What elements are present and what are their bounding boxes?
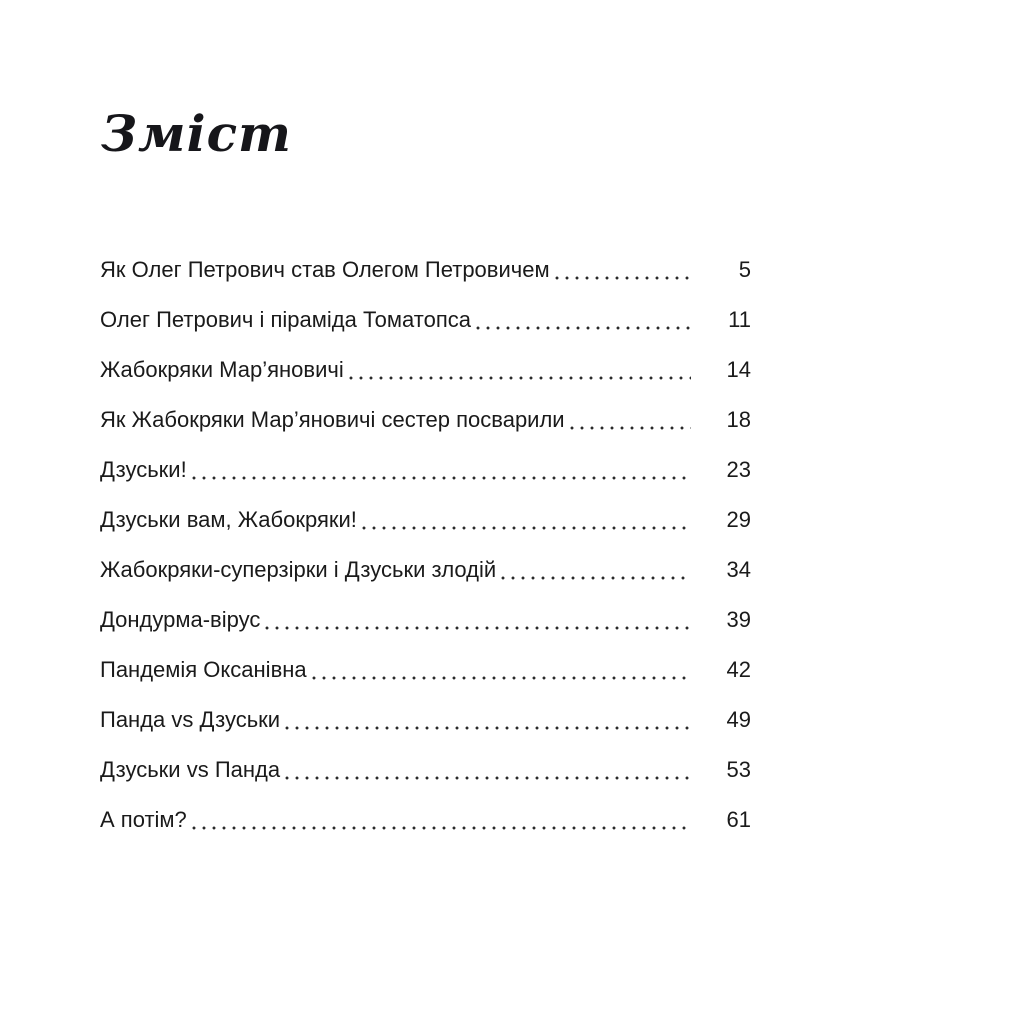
- toc-entry-title: Олег Петрович і піраміда Томатопса: [100, 307, 472, 332]
- dot-leader: [498, 559, 690, 581]
- toc-entry[interactable]: [100, 745, 751, 795]
- toc-entry[interactable]: [100, 645, 751, 695]
- toc-entry-page: 49: [726, 707, 751, 732]
- toc-entry-title: Дзуськи!: [100, 457, 187, 482]
- toc-entry-title: Пандемія Оксанівна: [100, 657, 307, 682]
- dot-leader: [567, 409, 691, 431]
- dot-leader: [359, 509, 691, 531]
- toc-entry[interactable]: [100, 545, 751, 595]
- toc-entry-page: 53: [726, 757, 751, 782]
- dot-leader: [309, 659, 691, 681]
- toc-entry-title: Жабокряки-суперзірки і Дзуськи злодій: [100, 557, 497, 582]
- dot-leader: [552, 259, 691, 281]
- toc-entry-title: Як Олег Петрович став Олегом Петровичем: [100, 257, 550, 282]
- toc-entry-title: Дондурма-вірус: [100, 607, 261, 632]
- dot-leader: [473, 309, 691, 331]
- toc-entry-title: Панда vs Дзуськи: [100, 707, 281, 732]
- toc-entry-page: 11: [728, 307, 751, 332]
- toc-entry[interactable]: [100, 445, 751, 495]
- dot-leader: [262, 609, 690, 631]
- toc-entry-title: Жабокряки Мар’яновичі: [100, 357, 344, 382]
- dot-leader: [282, 759, 690, 781]
- toc-entry[interactable]: [100, 595, 751, 645]
- dot-leader: [189, 459, 691, 481]
- toc-entry-page: 18: [726, 407, 751, 432]
- toc-entry-page: 34: [726, 557, 751, 582]
- toc-entry[interactable]: [100, 495, 751, 545]
- toc-entry-title: Дзуськи вам, Жабокряки!: [100, 507, 357, 532]
- toc-entry[interactable]: [100, 295, 751, 345]
- toc-entry[interactable]: [100, 345, 751, 395]
- dot-leader: [282, 709, 690, 731]
- toc-entry-page: 5: [738, 257, 751, 282]
- toc-entry[interactable]: [100, 795, 751, 845]
- toc-entry-page: 14: [726, 357, 751, 382]
- toc-entry-page: 42: [726, 657, 751, 682]
- toc-entry-page: 39: [726, 607, 751, 632]
- toc-entry-page: 61: [726, 807, 751, 832]
- toc-entry-title: Дзуськи vs Панда: [100, 757, 281, 782]
- toc-entry-title: Як Жабокряки Мар’яновичі сестер посварили: [100, 407, 565, 432]
- toc-entry[interactable]: [100, 695, 751, 745]
- toc-entry[interactable]: [100, 245, 751, 295]
- toc-entry-title: А потім?: [100, 807, 187, 832]
- table-of-contents: [100, 245, 751, 845]
- page-title: Зміст: [101, 104, 292, 163]
- toc-entry-page: 29: [726, 507, 751, 532]
- toc-entry[interactable]: [100, 395, 751, 445]
- dot-leader: [189, 809, 691, 831]
- dot-leader: [346, 359, 691, 381]
- toc-entry-page: 23: [726, 457, 751, 482]
